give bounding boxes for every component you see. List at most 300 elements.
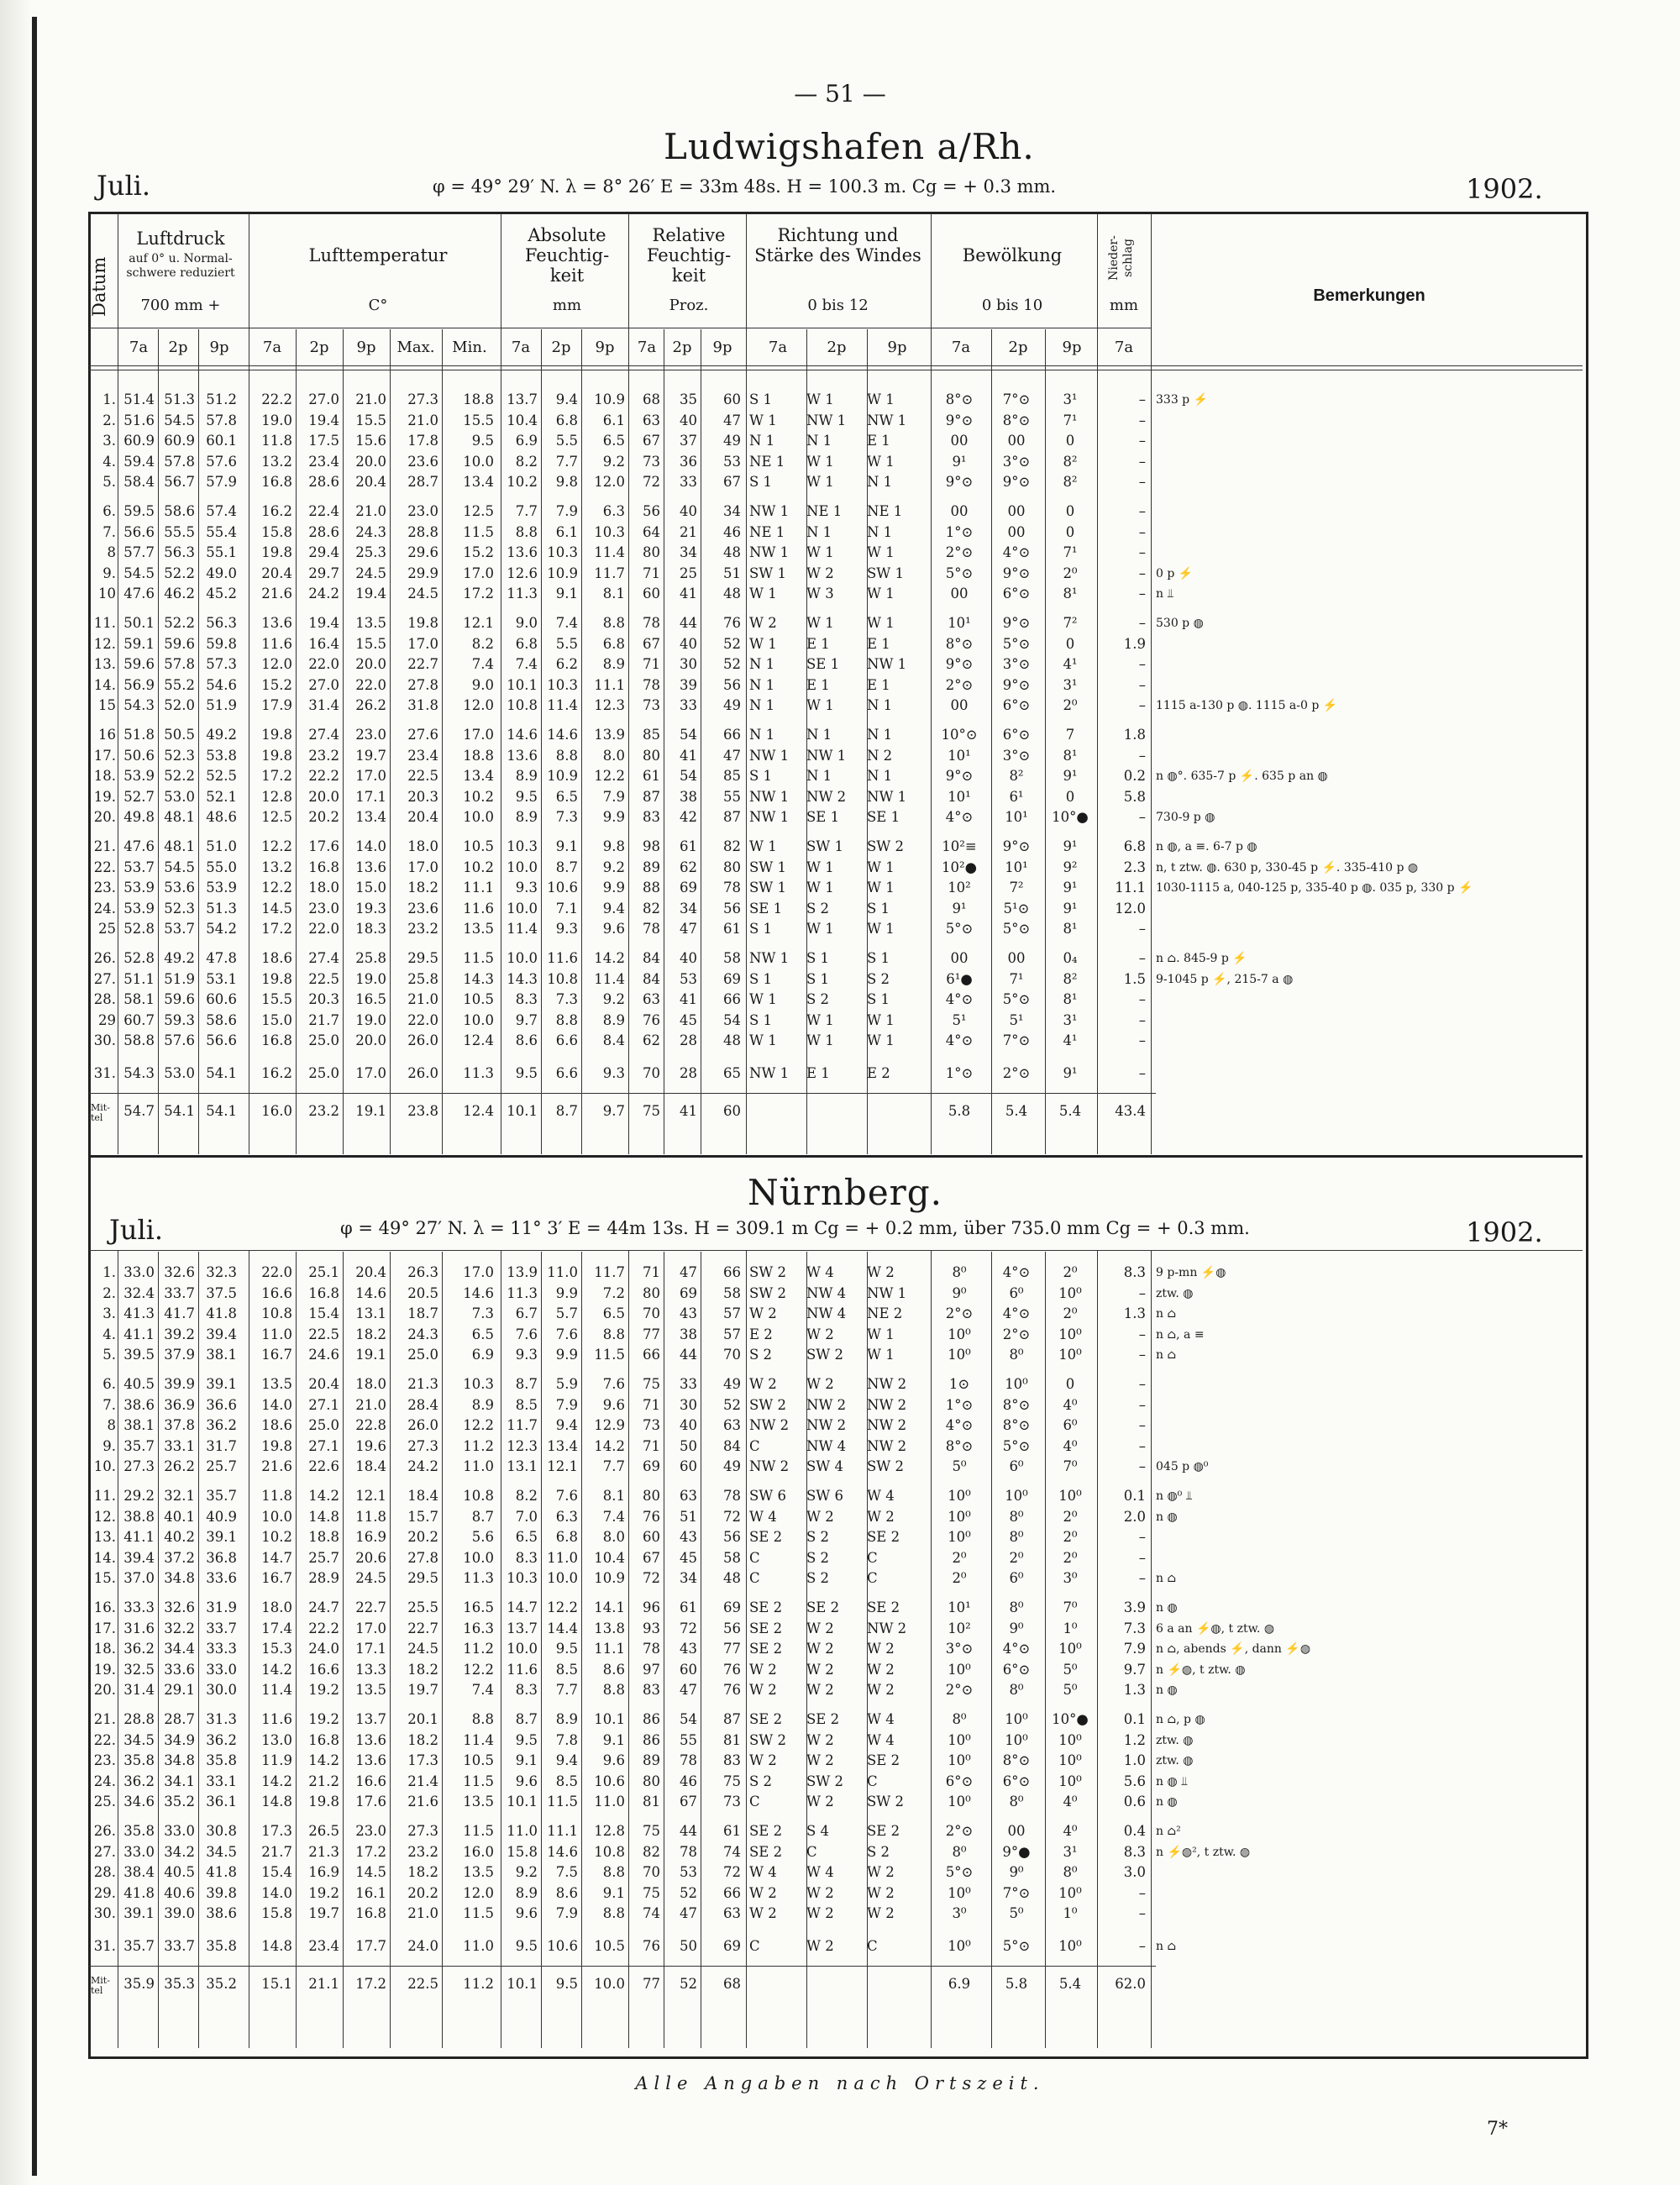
table-cell: N 1 [749, 433, 775, 449]
table-cell: 10.0 [463, 1549, 494, 1566]
table-cell: 2⁰ [1063, 697, 1078, 714]
table-cell: 22.2 [308, 1620, 339, 1636]
table-cell: 58.1 [123, 991, 155, 1008]
table-cell: 67 [643, 635, 660, 652]
table-cell: 40.5 [164, 1864, 195, 1881]
table-cell: 13.9 [507, 1264, 538, 1280]
table-cell: 27.6 [407, 727, 438, 743]
header-luftdruck-sub: auf 0° u. Normal-schwere reduziert [126, 252, 235, 280]
table-cell: S 2 [806, 1549, 830, 1566]
row-date: 11. [93, 615, 116, 631]
table-cell: 33.0 [123, 1264, 155, 1280]
table-cell: 7.9 [602, 788, 625, 805]
table-cell: W 2 [806, 1752, 834, 1769]
table-cell: 7.6 [515, 1326, 538, 1342]
table-cell: 10.2 [507, 474, 538, 491]
table-cell: 12.4 [463, 1032, 494, 1049]
table-cell: 11.6 [507, 1661, 538, 1678]
table-cell: 10.2 [261, 1529, 292, 1546]
table-cell: 60.6 [206, 991, 237, 1008]
table-cell: 13.6 [261, 615, 292, 631]
table-cell: 8.2 [515, 453, 538, 470]
table-cell: NW 2 [749, 1458, 790, 1475]
table-cell: 31.8 [407, 697, 438, 714]
table-cell: 17.5 [308, 433, 339, 449]
table-cell: 10² [948, 880, 971, 896]
table-cell: 58 [723, 950, 741, 966]
table-cell: N 1 [806, 768, 832, 785]
table-cell: 9.5 [515, 1938, 538, 1954]
table-cell: 9.9 [555, 1347, 578, 1363]
table-cell: 13.4 [463, 768, 494, 785]
row-date: 9. [102, 565, 116, 581]
row-remark: n ◍ ⫫ [1156, 1774, 1189, 1788]
mean-cell: 8.7 [555, 1102, 578, 1119]
mean-cell: 10.0 [594, 1975, 625, 1992]
row-date: 28. [93, 991, 116, 1008]
table-cell: 37.0 [123, 1570, 155, 1587]
table-cell: 8.5 [555, 1773, 578, 1789]
table-cell: 56.3 [164, 544, 195, 561]
table-cell: 25.8 [355, 950, 386, 966]
table-cell: 00 [1007, 1823, 1026, 1839]
table-cell: 17.0 [463, 565, 494, 581]
table-cell: S 4 [806, 1823, 830, 1839]
table-cell: 9.7 [515, 1011, 538, 1028]
table-cell: 52 [723, 635, 741, 652]
table-cell: 9.3 [555, 921, 578, 938]
row-date: 20. [93, 809, 116, 826]
table-cell: 12.2 [594, 768, 625, 785]
subheader-t7-9: 7a [511, 339, 531, 356]
table-cell: 6⁰ [1009, 1284, 1024, 1301]
table-cell: S 1 [749, 391, 773, 407]
table-cell: 56.9 [123, 676, 155, 693]
table-cell: 63 [643, 991, 660, 1008]
table-cell: 24.2 [407, 1458, 438, 1475]
table-cell: 58.6 [164, 503, 195, 519]
table-cell: 8.5 [515, 1396, 538, 1413]
table-cell: W 2 [867, 1864, 895, 1881]
column-rule [390, 329, 391, 1154]
mean-cell: 9.7 [602, 1102, 625, 1119]
table-cell: 5⁰ [1063, 1661, 1078, 1678]
table-cell: W 1 [806, 880, 834, 896]
mean-cell: 23.8 [407, 1102, 438, 1119]
table-cell: 8⁰ [952, 1264, 967, 1280]
table-cell: 10⁰ [1005, 1376, 1028, 1392]
row-date: 19. [93, 788, 116, 805]
table-cell: 73 [643, 697, 660, 714]
table-cell: – [1138, 1549, 1146, 1566]
table-cell: 5¹ [1009, 1011, 1024, 1028]
table-cell: SW 2 [749, 1731, 787, 1748]
table-cell: 7.8 [555, 1731, 578, 1748]
table-cell: 41 [680, 991, 697, 1008]
table-cell: 7°⊙ [1002, 1884, 1031, 1901]
table-cell: 15.6 [355, 433, 386, 449]
table-cell: 12.2 [261, 880, 292, 896]
table-cell: 72 [680, 1620, 697, 1636]
row-date: 1. [102, 1264, 116, 1280]
table-cell: 00 [1007, 523, 1026, 540]
table-cell: 60 [680, 1458, 697, 1475]
table-cell: 22.0 [261, 1264, 292, 1280]
table-cell: 10.5 [594, 1938, 625, 1954]
table-cell: 82 [643, 900, 660, 917]
table-cell: S 2 [806, 900, 830, 917]
table-cell: 10.9 [547, 768, 578, 785]
table-cell: 9°⊙ [1002, 474, 1031, 491]
table-cell: S 1 [749, 921, 773, 938]
table-cell: 9.9 [602, 809, 625, 826]
table-cell: 28.7 [164, 1711, 195, 1727]
row-remark: ztw. ◍ [1156, 1286, 1194, 1300]
table-cell: – [1138, 1458, 1146, 1475]
table-cell: 7.9 [555, 503, 578, 519]
table-cell: 11.3 [463, 1570, 494, 1587]
table-cell: 16.8 [261, 1032, 292, 1049]
table-cell: 25.7 [206, 1458, 237, 1475]
row-date: 31. [93, 1938, 116, 1954]
table-cell: N 1 [806, 727, 832, 743]
table-cell: 40.2 [164, 1529, 195, 1546]
table-cell: 23.0 [308, 900, 339, 917]
table-cell: 7°⊙ [1002, 1032, 1031, 1049]
table-cell: 9.6 [602, 1396, 625, 1413]
table-cell: S 1 [749, 474, 773, 491]
table-cell: 24.3 [407, 1326, 438, 1342]
mean-cell: 16.0 [261, 1102, 292, 1119]
table-cell: – [1138, 697, 1146, 714]
table-cell: 6°⊙ [1002, 586, 1031, 602]
table-cell: 72 [723, 1508, 741, 1525]
table-cell: 10⁰ [948, 1884, 971, 1901]
table-cell: 9.6 [515, 1773, 538, 1789]
table-cell: 13.4 [547, 1437, 578, 1454]
table-cell: 9.8 [555, 474, 578, 491]
table-cell: 55.5 [164, 523, 195, 540]
table-cell: 39.1 [206, 1376, 237, 1392]
table-cell: 10⁰ [1058, 1284, 1082, 1301]
table-cell: 10°● [1052, 809, 1089, 826]
table-cell: 20.4 [308, 1376, 339, 1392]
table-cell: 3°⊙ [1002, 656, 1031, 673]
table-cell: 22.5 [308, 1326, 339, 1342]
table-cell: 8⁰ [1009, 1682, 1024, 1699]
table-cell: 7.7 [602, 1458, 625, 1475]
table-cell: 3°⊙ [1002, 747, 1031, 764]
table-cell: 6.5 [602, 433, 625, 449]
table-cell: 37.2 [164, 1549, 195, 1566]
table-cell: 13.6 [507, 747, 538, 764]
table-cell: 14.2 [261, 1773, 292, 1789]
table-cell: 71 [643, 1264, 660, 1280]
mean-cell: 19.1 [355, 1102, 386, 1119]
row-date: 15. [93, 1570, 116, 1587]
table-cell: C [749, 1794, 760, 1810]
table-cell: 52.8 [123, 950, 155, 966]
row-remark: n ⫫ [1156, 587, 1174, 601]
table-cell: 14.1 [594, 1599, 625, 1615]
table-cell: 8¹ [1063, 921, 1078, 938]
nuernberg-header-rule [89, 1250, 1583, 1251]
table-cell: 6°⊙ [1002, 727, 1031, 743]
table-cell: 72 [643, 1570, 660, 1587]
table-cell: 76 [643, 1011, 660, 1028]
table-cell: 7 [1065, 727, 1075, 743]
table-cell: 33.3 [123, 1599, 155, 1615]
table-cell: W 2 [806, 1661, 834, 1678]
table-cell: 86 [643, 1711, 660, 1727]
table-cell: 31.4 [308, 697, 339, 714]
row-date: 13. [93, 656, 116, 673]
table-cell: 33.1 [206, 1773, 237, 1789]
mean-cell: 11.2 [463, 1975, 494, 1992]
table-cell: 8.6 [515, 1032, 538, 1049]
table-cell: – [1138, 921, 1146, 938]
column-rule [991, 329, 992, 1154]
table-cell: 7⁰ [1063, 1458, 1078, 1475]
table-cell: NW 2 [867, 1396, 907, 1413]
table-cell: 13.8 [594, 1620, 625, 1636]
header-niederschlag-unit: mm [1109, 297, 1139, 314]
table-cell: 11.0 [463, 1938, 494, 1954]
row-remark: 530 p ◍ [1156, 617, 1204, 630]
table-cell: 8.7 [515, 1711, 538, 1727]
table-cell: 14.4 [547, 1620, 578, 1636]
table-cell: 8⁰ [1009, 1794, 1024, 1810]
table-cell: 23.6 [407, 900, 438, 917]
table-cell: 52.7 [123, 788, 155, 805]
table-cell: 1.8 [1123, 727, 1146, 743]
table-cell: 17.2 [261, 921, 292, 938]
table-cell: 38.1 [206, 1347, 237, 1363]
table-cell: 81 [723, 1731, 741, 1748]
table-cell: 74 [723, 1843, 741, 1860]
table-cell: 10⁰ [1058, 1488, 1082, 1504]
table-cell: 1⊙ [948, 1376, 970, 1392]
subheader-t2-10: 2p [551, 339, 571, 356]
table-cell: 54.3 [123, 697, 155, 714]
table-cell: 70 [723, 1347, 741, 1363]
table-cell: – [1138, 412, 1146, 428]
table-cell: 8.7 [555, 859, 578, 875]
table-cell: 9°⊙ [1002, 615, 1031, 631]
table-cell: 37.5 [206, 1284, 237, 1301]
table-cell: N 1 [806, 523, 832, 540]
table-cell: 53.7 [164, 921, 195, 938]
table-cell: 26.0 [407, 1417, 438, 1434]
table-cell: 14.0 [261, 1884, 292, 1901]
table-cell: 55.4 [206, 523, 237, 540]
table-cell: 32.5 [123, 1661, 155, 1678]
table-cell: 39.4 [123, 1549, 155, 1566]
table-cell: 1°⊙ [945, 1065, 974, 1081]
table-cell: 7² [1063, 615, 1078, 631]
table-cell: 7.5 [555, 1864, 578, 1881]
table-cell: 6.5 [515, 1529, 538, 1546]
table-cell: W 1 [867, 1011, 895, 1028]
table-cell: 16.0 [463, 1843, 494, 1860]
table-cell: 49.2 [206, 727, 237, 743]
table-cell: 77 [643, 1326, 660, 1342]
table-cell: 67 [723, 474, 741, 491]
subheader-t9-6: 9p [356, 339, 376, 356]
table-cell: 15.8 [261, 523, 292, 540]
table-cell: 11.4 [507, 921, 538, 938]
table-cell: 6.8 [515, 635, 538, 652]
table-cell: 8°⊙ [1002, 1752, 1031, 1769]
table-cell: 61 [643, 768, 660, 785]
table-cell: 4⁰ [1063, 1396, 1078, 1413]
table-cell: 71 [643, 656, 660, 673]
table-cell: 52.2 [164, 615, 195, 631]
table-cell: 10⁰ [948, 1794, 971, 1810]
table-cell: 8.8 [515, 523, 538, 540]
mean-cell: 41 [680, 1102, 697, 1119]
table-cell: 29.2 [123, 1488, 155, 1504]
table-cell: 21.7 [261, 1843, 292, 1860]
table-cell: 10.2 [463, 788, 494, 805]
table-cell: 58.4 [123, 474, 155, 491]
table-cell: 6.1 [602, 412, 625, 428]
table-cell: 9.5 [515, 788, 538, 805]
table-cell: S 2 [806, 1529, 830, 1546]
table-cell: 41 [680, 747, 697, 764]
table-cell: 6.5 [555, 788, 578, 805]
table-cell: 6.6 [555, 1065, 578, 1081]
table-cell: 19.4 [308, 615, 339, 631]
table-cell: 31.9 [206, 1599, 237, 1615]
station-separator [89, 1155, 1583, 1158]
table-cell: 19.8 [261, 1437, 292, 1454]
header-bewoelkung: Bewölkung [962, 245, 1063, 265]
table-cell: 0.1 [1123, 1488, 1146, 1504]
binding-edge [32, 17, 37, 2176]
table-cell: – [1138, 503, 1146, 519]
table-cell: 28.9 [308, 1570, 339, 1587]
table-cell: 19.2 [308, 1884, 339, 1901]
table-cell: 8.0 [602, 747, 625, 764]
column-rule [1097, 213, 1098, 1154]
table-cell: 57 [723, 1305, 741, 1322]
table-cell: 16.7 [261, 1570, 292, 1587]
table-cell: 40 [680, 635, 697, 652]
table-cell: – [1138, 1284, 1146, 1301]
row-remark: ztw. ◍ [1156, 1754, 1194, 1768]
table-cell: 10.5 [463, 991, 494, 1008]
table-cell: 8°⊙ [1002, 1396, 1031, 1413]
table-cell: 25.0 [308, 1032, 339, 1049]
table-cell: 34.6 [123, 1794, 155, 1810]
table-cell: NW 1 [749, 809, 790, 826]
table-cell: 19.6 [355, 1437, 386, 1454]
table-cell: 36.6 [206, 1396, 237, 1413]
table-cell: 41.1 [123, 1326, 155, 1342]
table-cell: 11.0 [261, 1326, 292, 1342]
table-cell: 11.5 [594, 1347, 625, 1363]
table-cell: W 2 [867, 1508, 895, 1525]
table-cell: SW 1 [867, 565, 905, 581]
table-cell: 57.8 [164, 656, 195, 673]
table-cell: 39.1 [123, 1905, 155, 1922]
table-cell: 51.3 [206, 900, 237, 917]
table-cell: 41.8 [206, 1305, 237, 1322]
table-cell: 58.6 [206, 1011, 237, 1028]
table-cell: 80 [643, 1488, 660, 1504]
table-cell: 33 [680, 697, 697, 714]
table-cell: 2⁰ [1063, 1508, 1078, 1525]
table-cell: 19.8 [261, 727, 292, 743]
table-cell: 51 [680, 1508, 697, 1525]
table-cell: 16.2 [261, 1065, 292, 1081]
row-date: 19. [93, 1661, 116, 1678]
table-cell: 53.9 [206, 880, 237, 896]
table-cell: 54.3 [123, 1065, 155, 1081]
table-cell: 33.7 [164, 1284, 195, 1301]
table-cell: W 2 [749, 1376, 777, 1392]
column-rule [442, 1252, 443, 2048]
table-cell: 17.3 [261, 1823, 292, 1839]
table-cell: 29.5 [407, 1570, 438, 1587]
table-cell: 35.8 [206, 1752, 237, 1769]
column-rule [867, 1252, 868, 2048]
table-cell: 1⁰ [1063, 1620, 1078, 1636]
mean-cell: 5.4 [1058, 1975, 1082, 1992]
table-cell: 7.9 [1123, 1641, 1146, 1657]
table-cell: 6.9 [471, 1347, 494, 1363]
table-cell: 17.7 [355, 1938, 386, 1954]
table-cell: 96 [643, 1599, 660, 1615]
table-cell: 11.5 [463, 1905, 494, 1922]
table-cell: 48.6 [206, 809, 237, 826]
table-cell: 22.4 [308, 503, 339, 519]
column-rule [198, 329, 199, 1154]
table-cell: 6.1 [555, 523, 578, 540]
table-cell: 8°⊙ [1002, 1417, 1031, 1434]
table-cell: 35.7 [123, 1437, 155, 1454]
table-cell: 4⁰ [1063, 1794, 1078, 1810]
table-cell: 56 [643, 503, 660, 519]
table-cell: SW 2 [867, 838, 905, 854]
table-cell: 8⁰ [1009, 1599, 1024, 1615]
table-cell: 54.5 [164, 859, 195, 875]
table-cell: 7.4 [471, 656, 494, 673]
table-cell: 83 [643, 809, 660, 826]
table-cell: 61 [680, 1599, 697, 1615]
table-cell: 78 [680, 1752, 697, 1769]
table-cell: 15.8 [261, 1905, 292, 1922]
table-cell: 52.2 [164, 565, 195, 581]
table-cell: – [1138, 453, 1146, 470]
table-cell: 12.2 [547, 1599, 578, 1615]
table-cell: 22.6 [308, 1458, 339, 1475]
table-cell: 47 [680, 921, 697, 938]
table-cell: SE 2 [867, 1752, 900, 1769]
table-cell: 19.8 [261, 970, 292, 987]
table-cell: 9.6 [515, 1905, 538, 1922]
table-cell: 9.3 [515, 880, 538, 896]
table-cell: 53.0 [164, 1065, 195, 1081]
table-cell: W 2 [806, 1794, 834, 1810]
table-cell: 10¹ [948, 615, 971, 631]
table-cell: 22.0 [308, 656, 339, 673]
table-cell: 13.2 [261, 453, 292, 470]
table-cell: 82 [643, 1843, 660, 1860]
table-cell: 59.6 [164, 635, 195, 652]
table-cell: 40.6 [164, 1884, 195, 1901]
